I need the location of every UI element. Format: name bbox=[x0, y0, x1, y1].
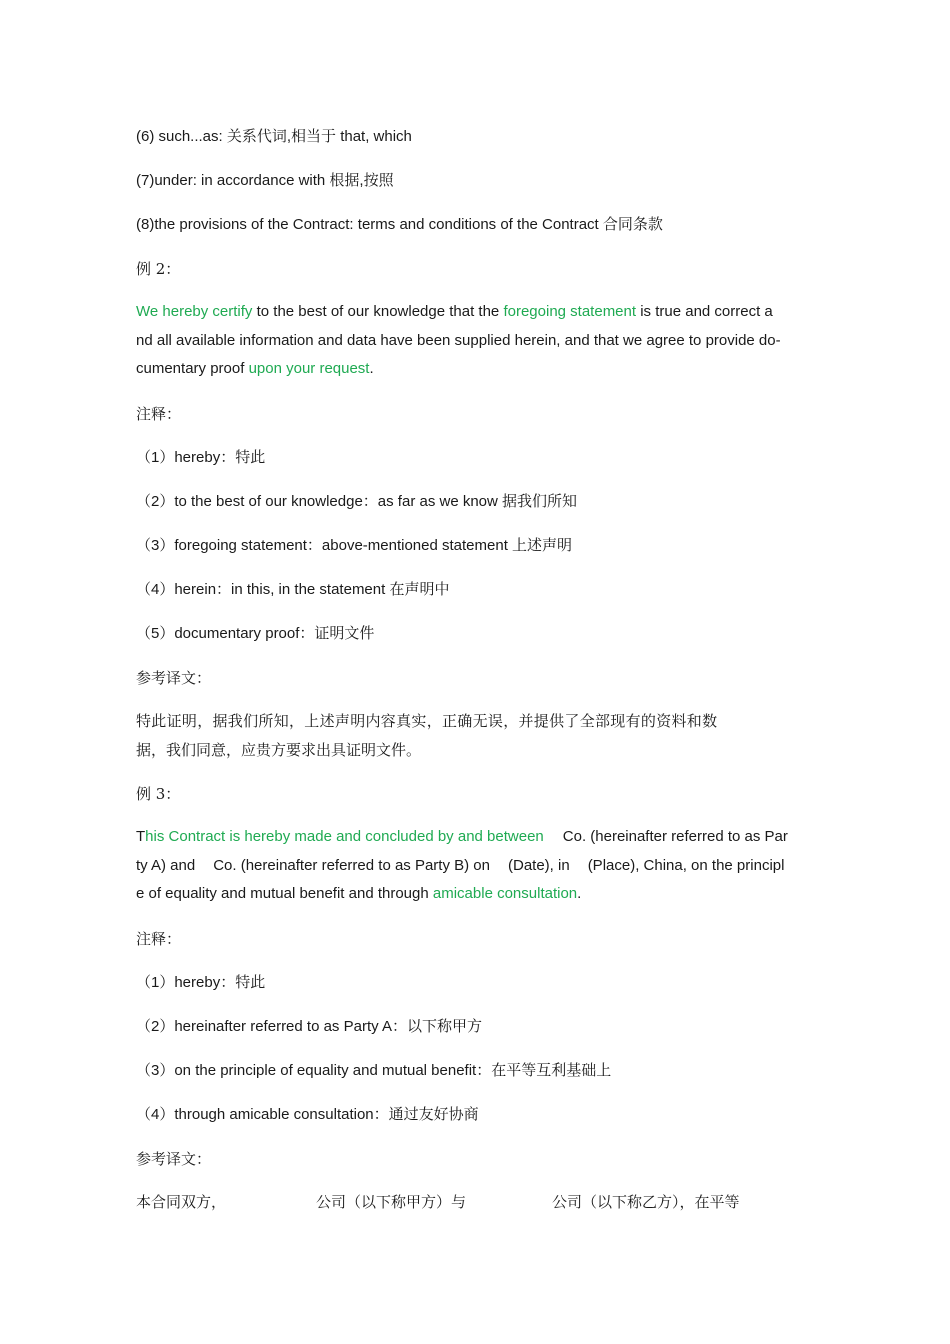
example-2-line-3: cumentary proof upon your request. bbox=[136, 360, 374, 377]
example-3-paragraph bbox=[136, 823, 804, 909]
example-2-line-1: We hereby certify to the best of our knowledge that the foregoing statement is true and correct a bbox=[136, 303, 773, 320]
highlight-phrase: upon your request bbox=[248, 360, 370, 377]
example-2-heading: 例 2： bbox=[136, 260, 181, 278]
note-7: (7)under: in accordance with 根据,按照 bbox=[136, 172, 394, 189]
example-3-line-2: ty A) and Co. (hereinafter referred to as Party B) on (Date), in (Place), China, on the principl bbox=[136, 856, 785, 874]
example-2-note-1: （1）hereby：特此 bbox=[136, 449, 266, 466]
example-3-line-1: This Contract is hereby made and concluded by and between Co. (hereinafter referred to as Par bbox=[136, 828, 788, 845]
example-2-translation-heading: 参考译文： bbox=[136, 669, 212, 687]
example-2-note-4: （4）herein：in this, in the statement 在声明中 bbox=[136, 581, 450, 598]
example-3-line-3: e of equality and mutual benefit and through amicable consultation. bbox=[136, 885, 582, 902]
example-3-note-1: （1）hereby：特此 bbox=[136, 974, 266, 991]
example-2-translation bbox=[136, 707, 804, 764]
example-2-paragraph bbox=[136, 298, 804, 384]
highlight-phrase: his Contract is hereby made and concluded by and between bbox=[145, 828, 544, 845]
example-2-note-5: （5）documentary proof：证明文件 bbox=[136, 625, 375, 642]
example-3-note-2: （2）hereinafter referred to as Party A：以下称甲方 bbox=[136, 1018, 482, 1035]
note-6: (6) such...as: 关系代词,相当于 that, which bbox=[136, 128, 412, 145]
highlight-phrase: We hereby certify bbox=[136, 303, 253, 320]
example-3-heading: 例 3： bbox=[136, 785, 181, 803]
example-2-note-2: （2）to the best of our knowledge：as far as we know 据我们所知 bbox=[136, 493, 578, 510]
highlight-phrase: amicable consultation bbox=[432, 885, 578, 902]
example-3-translation-line-1: 本合同双方， 公司（以下称甲方）与 公司（以下称乙方），在平等 bbox=[136, 1193, 740, 1211]
highlight-phrase: foregoing statement bbox=[503, 303, 637, 320]
note-8: (8)the provisions of the Contract: terms and conditions of the Contract 合同条款 bbox=[136, 216, 663, 233]
translation-line-1: 特此证明，据我们所知，上述声明内容真实，正确无误，并提供了全部现有的资料和数 bbox=[136, 712, 718, 730]
example-3-note-4: （4）through amicable consultation：通过友好协商 bbox=[136, 1106, 479, 1123]
example-3-note-3: （3）on the principle of equality and mutual benefit：在平等互利基础上 bbox=[136, 1062, 612, 1079]
example-2-note-3: （3）foregoing statement：above-mentioned statement 上述声明 bbox=[136, 537, 573, 554]
example-3-notes-heading: 注释： bbox=[136, 930, 182, 948]
example-3-translation-heading: 参考译文： bbox=[136, 1150, 212, 1168]
example-2-notes-heading: 注释： bbox=[136, 405, 182, 423]
translation-line-2: 据，我们同意，应贵方要求出具证明文件。 bbox=[136, 740, 422, 759]
example-2-line-2: nd all available information and data have been supplied herein, and that we agree to provide do- bbox=[136, 331, 781, 349]
